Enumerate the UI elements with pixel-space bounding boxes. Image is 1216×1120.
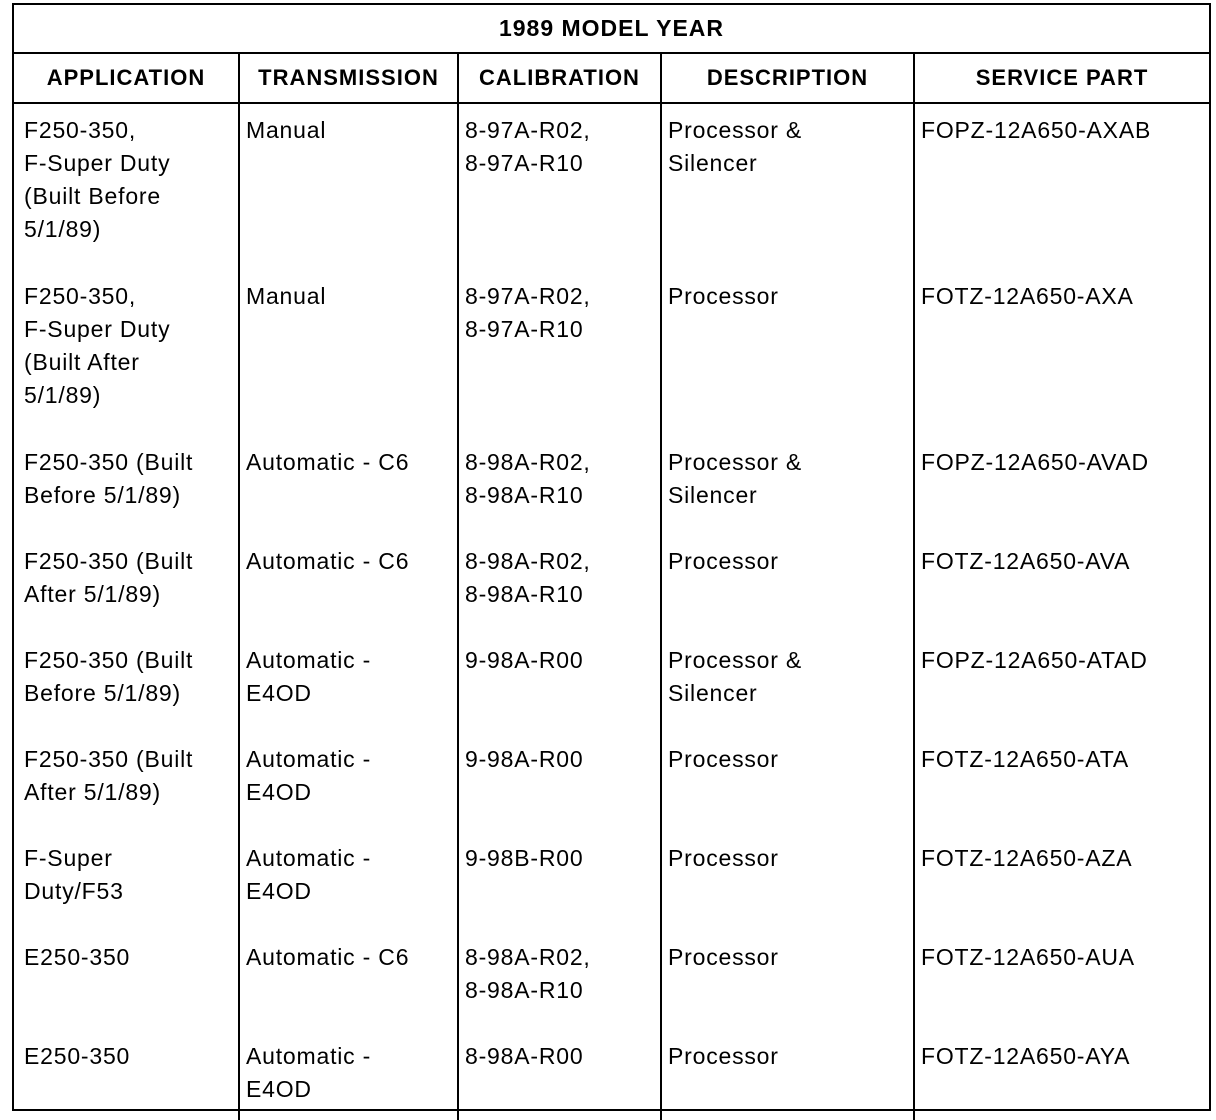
calibration-line: 8-97A-R02, — [465, 117, 591, 143]
cell-application — [14, 931, 239, 1030]
service-part-number: FOPZ-12A650-ATAD — [921, 647, 1148, 673]
table-row — [14, 634, 1209, 733]
cell-calibration — [458, 436, 661, 535]
cell-description — [661, 436, 914, 535]
application-line: E250-350 — [24, 1043, 131, 1069]
service-part-number: FOTZ-12A650-AUA — [921, 944, 1135, 970]
calibration-line: 8-98A-R02, — [465, 944, 591, 970]
application-line: After 5/1/89) — [24, 581, 161, 607]
cell-application — [14, 535, 239, 634]
calibration-line: 8-97A-R10 — [465, 316, 584, 342]
cell-transmission — [239, 270, 458, 436]
application-line: 5/1/89) — [24, 382, 102, 408]
description-line: Processor — [668, 548, 779, 574]
cell-transmission — [239, 103, 458, 270]
parts-table-frame — [12, 3, 1211, 1111]
header-application: APPLICATION — [14, 53, 239, 103]
cell-service-part — [914, 270, 1209, 436]
calibration-line: 8-97A-R10 — [465, 150, 584, 176]
description-line: Silencer — [668, 482, 758, 508]
transmission-line: Manual — [246, 117, 327, 143]
application-line: F250-350 (Built — [24, 548, 194, 574]
service-parts-table — [14, 5, 1209, 1120]
application-line: F250-350 (Built — [24, 746, 194, 772]
cell-service-part — [914, 931, 1209, 1030]
calibration-line: 8-98A-R10 — [465, 977, 584, 1003]
calibration-line: 8-98A-R02, — [465, 449, 591, 475]
cell-transmission — [239, 733, 458, 832]
application-line: After 5/1/89) — [24, 779, 161, 805]
cell-service-part — [914, 733, 1209, 832]
cell-description — [661, 535, 914, 634]
cell-calibration — [458, 270, 661, 436]
cell-service-part — [914, 436, 1209, 535]
header-description: DESCRIPTION — [661, 53, 914, 103]
description-line: Processor — [668, 746, 779, 772]
transmission-line: Automatic - — [246, 845, 372, 871]
service-part-number: FOPZ-12A650-AVAD — [921, 449, 1149, 475]
transmission-line: Manual — [246, 283, 327, 309]
description-line: Silencer — [668, 680, 758, 706]
cell-transmission — [239, 634, 458, 733]
cell-description — [661, 1030, 914, 1120]
application-line: (Built After — [24, 349, 140, 375]
cell-application — [14, 103, 239, 270]
transmission-line: Automatic - — [246, 1043, 372, 1069]
calibration-line: 9-98B-R00 — [465, 845, 584, 871]
application-line: Duty/F53 — [24, 878, 124, 904]
calibration-line: 8-98A-R10 — [465, 581, 584, 607]
header-row — [14, 53, 1209, 103]
transmission-line: Automatic - — [246, 746, 372, 772]
table-row — [14, 931, 1209, 1030]
cell-description — [661, 270, 914, 436]
description-line: Processor & — [668, 117, 803, 143]
cell-application — [14, 832, 239, 931]
description-line: Processor — [668, 845, 779, 871]
application-line: (Built Before — [24, 183, 161, 209]
cell-application — [14, 436, 239, 535]
cell-transmission — [239, 832, 458, 931]
header-service-part: SERVICE PART — [914, 53, 1209, 103]
table-row — [14, 436, 1209, 535]
calibration-line: 9-98A-R00 — [465, 746, 584, 772]
transmission-line: E4OD — [246, 680, 312, 706]
cell-service-part — [914, 1030, 1209, 1120]
cell-transmission — [239, 535, 458, 634]
cell-service-part — [914, 832, 1209, 931]
cell-description — [661, 931, 914, 1030]
transmission-line: Automatic - C6 — [246, 944, 410, 970]
table-row — [14, 270, 1209, 436]
application-line: F250-350 (Built — [24, 449, 194, 475]
application-line: 5/1/89) — [24, 216, 102, 242]
service-part-number: FOTZ-12A650-AXA — [921, 283, 1134, 309]
calibration-line: 8-98A-R02, — [465, 548, 591, 574]
cell-calibration — [458, 1030, 661, 1120]
calibration-line: 8-97A-R02, — [465, 283, 591, 309]
cell-calibration — [458, 103, 661, 270]
table-title: 1989 MODEL YEAR — [14, 5, 1209, 53]
table-row — [14, 733, 1209, 832]
cell-service-part — [914, 634, 1209, 733]
cell-description — [661, 634, 914, 733]
cell-transmission — [239, 931, 458, 1030]
table-row — [14, 103, 1209, 270]
description-line: Processor — [668, 944, 779, 970]
cell-description — [661, 832, 914, 931]
transmission-line: E4OD — [246, 779, 312, 805]
description-line: Processor & — [668, 647, 803, 673]
service-part-number: FOTZ-12A650-ATA — [921, 746, 1129, 772]
transmission-line: Automatic - C6 — [246, 548, 410, 574]
cell-service-part — [914, 103, 1209, 270]
cell-calibration — [458, 931, 661, 1030]
description-line: Silencer — [668, 150, 758, 176]
calibration-line: 9-98A-R00 — [465, 647, 584, 673]
table-row — [14, 535, 1209, 634]
cell-calibration — [458, 832, 661, 931]
cell-calibration — [458, 535, 661, 634]
header-calibration: CALIBRATION — [458, 53, 661, 103]
cell-application — [14, 1030, 239, 1120]
application-line: F250-350, — [24, 117, 137, 143]
transmission-line: Automatic - — [246, 647, 372, 673]
cell-service-part — [914, 535, 1209, 634]
application-line: E250-350 — [24, 944, 131, 970]
cell-transmission — [239, 1030, 458, 1120]
cell-application — [14, 270, 239, 436]
application-line: F-Super Duty — [24, 316, 171, 342]
calibration-line: 8-98A-R10 — [465, 482, 584, 508]
application-line: Before 5/1/89) — [24, 680, 181, 706]
cell-description — [661, 733, 914, 832]
table-row — [14, 1030, 1209, 1120]
service-part-number: FOTZ-12A650-AYA — [921, 1043, 1131, 1069]
description-line: Processor — [668, 283, 779, 309]
header-transmission: TRANSMISSION — [239, 53, 458, 103]
table-row — [14, 832, 1209, 931]
application-line: F250-350, — [24, 283, 137, 309]
service-part-number: FOTZ-12A650-AZA — [921, 845, 1133, 871]
service-part-number: FOPZ-12A650-AXAB — [921, 117, 1152, 143]
cell-application — [14, 634, 239, 733]
transmission-line: Automatic - C6 — [246, 449, 410, 475]
cell-transmission — [239, 436, 458, 535]
application-line: F-Super Duty — [24, 150, 171, 176]
transmission-line: E4OD — [246, 1076, 312, 1102]
application-line: F250-350 (Built — [24, 647, 194, 673]
application-line: F-Super — [24, 845, 113, 871]
cell-description — [661, 103, 914, 270]
description-line: Processor — [668, 1043, 779, 1069]
description-line: Processor & — [668, 449, 803, 475]
application-line: Before 5/1/89) — [24, 482, 181, 508]
service-part-number: FOTZ-12A650-AVA — [921, 548, 1131, 574]
cell-calibration — [458, 634, 661, 733]
transmission-line: E4OD — [246, 878, 312, 904]
cell-application — [14, 733, 239, 832]
calibration-line: 8-98A-R00 — [465, 1043, 584, 1069]
cell-calibration — [458, 733, 661, 832]
